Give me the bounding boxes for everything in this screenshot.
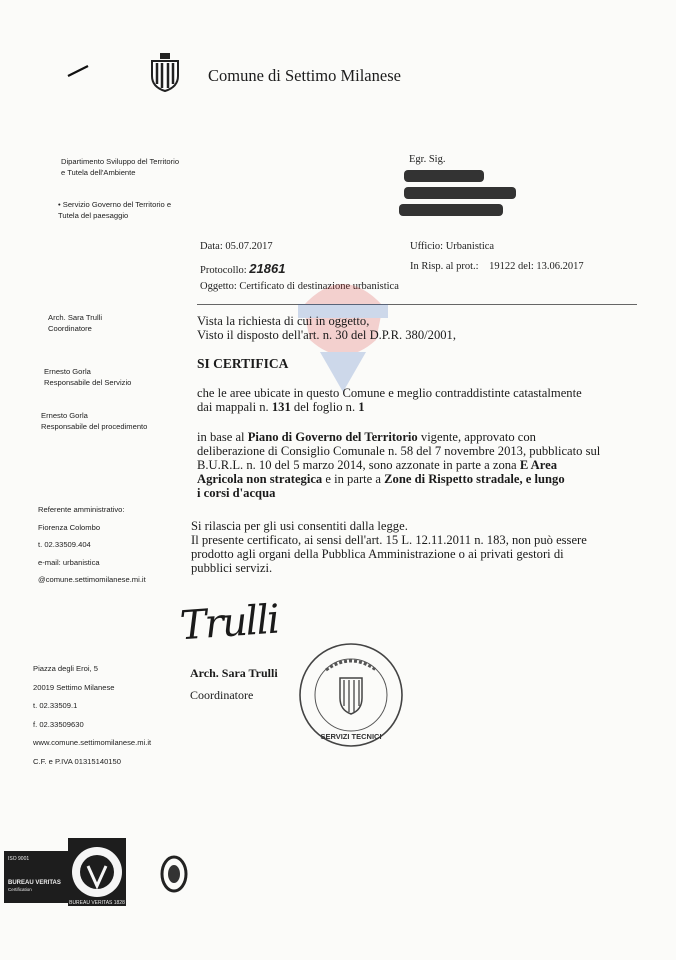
- iso-certification-badge: [4, 851, 70, 903]
- office-label: Ufficio:: [410, 241, 444, 252]
- p1-mappali: 131: [271, 400, 291, 414]
- reply-date-value: 13.06.2017: [536, 261, 584, 272]
- person-2-role: Responsabile del Servizio: [44, 378, 132, 387]
- cert-iso: ISO 9001: [8, 856, 30, 862]
- redacted-recipient-city: [399, 204, 503, 216]
- person-3-role: Responsabile del procedimento: [41, 422, 148, 431]
- service-line-2: Tutela del paesaggio: [58, 211, 129, 220]
- protocol-value: 21861: [249, 261, 286, 276]
- address-city: 20019 Settimo Milanese: [33, 682, 115, 692]
- p2-line-5: [197, 486, 600, 500]
- p2-c-prefix: B.U.R.L. n. 10 del 5 marzo 2014, sono azzonate in parte a zona: [197, 458, 517, 472]
- date-field: [200, 241, 273, 252]
- office-value: Urbanistica: [445, 241, 495, 252]
- contact-block: [38, 501, 146, 589]
- reply-date-label: del:: [518, 261, 534, 272]
- pen-mark: [66, 63, 92, 79]
- visto-block: [197, 314, 456, 342]
- contact-title: Referente amministrativo:: [38, 505, 125, 514]
- handwritten-signature: Trulli: [178, 596, 280, 650]
- cert-bureau: BUREAU VERITAS: [8, 880, 61, 886]
- reply-label: In Risp. al prot.:: [410, 261, 479, 272]
- p2-agricola: Agricola non strategica: [197, 472, 323, 486]
- p3-line-2: Il presente certificato, ai sensi dell'art. 15 L. 12.11.2011 n. 183, non può essere: [191, 533, 587, 547]
- service-line-1: • Servizio Governo del Territorio e: [58, 200, 172, 209]
- person-1: [48, 312, 102, 334]
- office-field: [410, 241, 494, 252]
- reply-value: 19122: [489, 261, 516, 272]
- subject-divider: [197, 304, 637, 305]
- contact-email-label: e-mail: urbanistica: [38, 557, 100, 567]
- p3-line-1: Si rilascia per gli usi consentiti dalla legge.: [191, 519, 408, 533]
- protocol-label: Protocollo:: [200, 265, 247, 276]
- person-1-role: Coordinatore: [48, 324, 92, 333]
- date-label: Data:: [200, 241, 223, 252]
- department-block: [61, 156, 179, 178]
- p2-suffix: vigente, approvato con: [420, 430, 536, 444]
- website: www.comune.settimomilanese.mi.it: [33, 738, 152, 747]
- p1-line-1: che le aree ubicate in questo Comune e meglio contraddistinte catastalmente: [197, 386, 582, 400]
- p1-foglio: 1: [358, 400, 365, 414]
- p2-zone-e: E Area: [519, 458, 558, 472]
- department-line-1: Dipartimento Sviluppo del Territorio: [61, 157, 180, 166]
- p2-corsi: i corsi d'acqua: [197, 486, 276, 500]
- address-street: Piazza degli Eroi, 5: [33, 664, 99, 673]
- service-block: [58, 199, 171, 221]
- contact-name: Fiorenza Colombo: [38, 522, 101, 532]
- p2-line-2: deliberazione di Consiglio Comunale n. 58 del 7 novembre 2013, pubblicato sul: [197, 444, 601, 458]
- reply-field: [410, 261, 584, 272]
- person-1-name: Arch. Sara Trulli: [48, 313, 103, 322]
- person-2: [44, 366, 131, 388]
- person-3-name: Ernesto Gorla: [41, 411, 88, 420]
- address-block: [33, 660, 151, 771]
- paragraph-3: [191, 519, 587, 575]
- visto-line-1: Vista la richiesta di cui in oggetto,: [197, 314, 370, 328]
- certification-heading: SI CERTIFICA: [197, 356, 289, 371]
- paragraph-2: [197, 430, 600, 500]
- tax-id: C.F. e P.IVA 01315140150: [33, 756, 121, 766]
- address-fax: f. 02.33509630: [33, 719, 84, 729]
- p2-line-3: [197, 458, 600, 472]
- p2-line-1: [197, 430, 600, 444]
- subject-value: Certificato di destinazione urbanistica: [239, 281, 399, 292]
- p2-line-4: [197, 472, 600, 486]
- redacted-recipient-name: [404, 170, 484, 182]
- coat-of-arms-icon: [148, 52, 182, 92]
- visto-line-2: Visto il disposto dell'art. n. 30 del D.P.R. 380/2001,: [197, 328, 456, 342]
- paragraph-1: [197, 386, 582, 414]
- signer-role: Coordinatore: [190, 688, 254, 702]
- department-line-2: e Tutela dell'Ambiente: [61, 168, 136, 177]
- cert-seal-text: BUREAU VERITAS 1828: [69, 900, 125, 906]
- stamp-text: SERVIZI TECNICI: [320, 732, 382, 741]
- p3-line-4: pubblici servizi.: [191, 561, 273, 575]
- p2-d-mid: e in parte a: [325, 472, 381, 486]
- p1-line-2: [197, 400, 582, 414]
- p2-prefix: in base al: [197, 430, 245, 444]
- p1-mid: del foglio n.: [293, 400, 356, 414]
- person-2-name: Ernesto Gorla: [44, 367, 91, 376]
- recipient-salutation: Egr. Sig.: [409, 154, 446, 165]
- p2-rispetto: Zone di Rispetto stradale, e lungo: [384, 472, 565, 486]
- signer-name: Arch. Sara Trulli: [190, 666, 278, 680]
- protocol-field: [200, 261, 285, 276]
- contact-email-domain: @comune.settimomilanese.mi.it: [38, 575, 146, 584]
- subject-label: Oggetto:: [200, 281, 237, 292]
- contact-phone: t. 02.33509.404: [38, 540, 91, 549]
- redacted-recipient-street: [404, 187, 516, 199]
- official-stamp: [296, 640, 406, 750]
- small-emblem-icon: [160, 854, 188, 894]
- cert-sub: Certification: [8, 887, 32, 892]
- address-phone: t. 02.33509.1: [33, 701, 78, 710]
- p3-line-3: prodotto agli organi della Pubblica Amministrazione o ai privati gestori di: [191, 547, 564, 561]
- bureau-veritas-seal-icon: [68, 838, 126, 906]
- date-value: 05.07.2017: [225, 241, 273, 252]
- municipality-title: Comune di Settimo Milanese: [208, 66, 401, 85]
- p2-pgt: Piano di Governo del Territorio: [247, 430, 418, 444]
- person-3: [41, 410, 147, 432]
- p1-prefix: dai mappali n.: [197, 400, 269, 414]
